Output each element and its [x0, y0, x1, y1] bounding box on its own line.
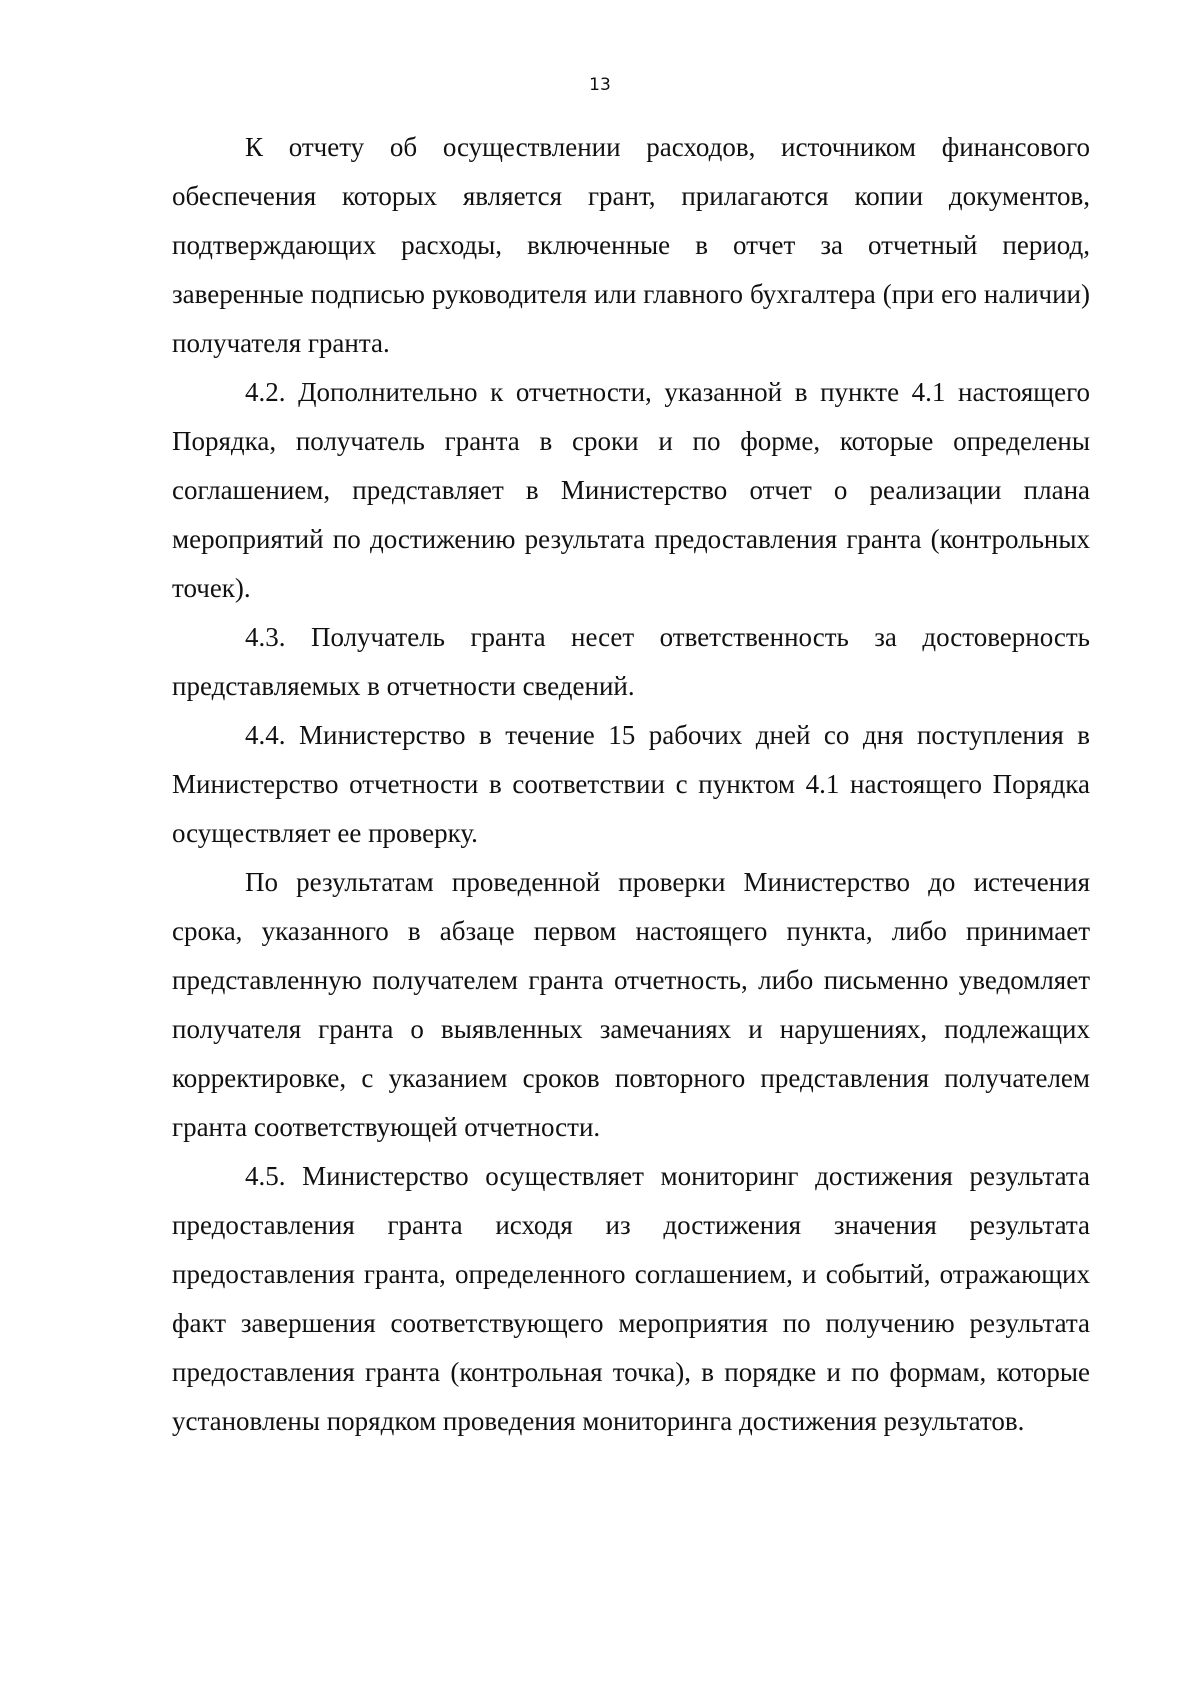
paragraph-attachments: К отчету об осуществлении расходов, источником финансового обеспечения которых является грант, прилагаются копии документов, подтверждающих расходы, включенные в отчет за отчетный период, заверенные подписью руководителя или главного бухгалтера (при его наличии) получателя гранта. [172, 132, 1090, 358]
paragraph-4-2: 4.2. Дополнительно к отчетности, указанной в пункте 4.1 настоящего Порядка, получатель гранта в сроки и по форме, которые определены соглашением, представляет в Министерство отчет о реализации плана мероприятий по достижению результата предоставления гранта (контрольных точек). [172, 377, 1090, 603]
paragraph-4-3: 4.3. Получатель гранта несет ответственность за достоверность представляемых в отчетности сведений. [172, 622, 1090, 701]
document-body [172, 123, 1090, 1446]
page-number: 13 [589, 75, 611, 95]
paragraph-review-results: По результатам проведенной проверки Министерство до истечения срока, указанного в абзаце первом настоящего пункта, либо принимает представленную получателем гранта отчетность, либо письменно уведомляет получателя гранта о выявленных замечаниях и нарушениях, подлежащих корректировке, с указанием сроков повторного представления получателем гранта соответствующей отчетности. [172, 867, 1090, 1142]
paragraph-4-5: 4.5. Министерство осуществляет мониторинг достижения результата предоставления гранта исходя из достижения значения результата предоставления гранта, определенного соглашением, и событий, отражающих факт завершения соответствующего мероприятия по получению результата предоставления гранта (контрольная точка), в порядке и по формам, которые установлены порядком проведения мониторинга достижения результатов. [172, 1161, 1090, 1436]
paragraph-4-4: 4.4. Министерство в течение 15 рабочих дней со дня поступления в Министерство отчетности в соответствии с пунктом 4.1 настоящего Порядка осуществляет ее проверку. [172, 720, 1090, 848]
